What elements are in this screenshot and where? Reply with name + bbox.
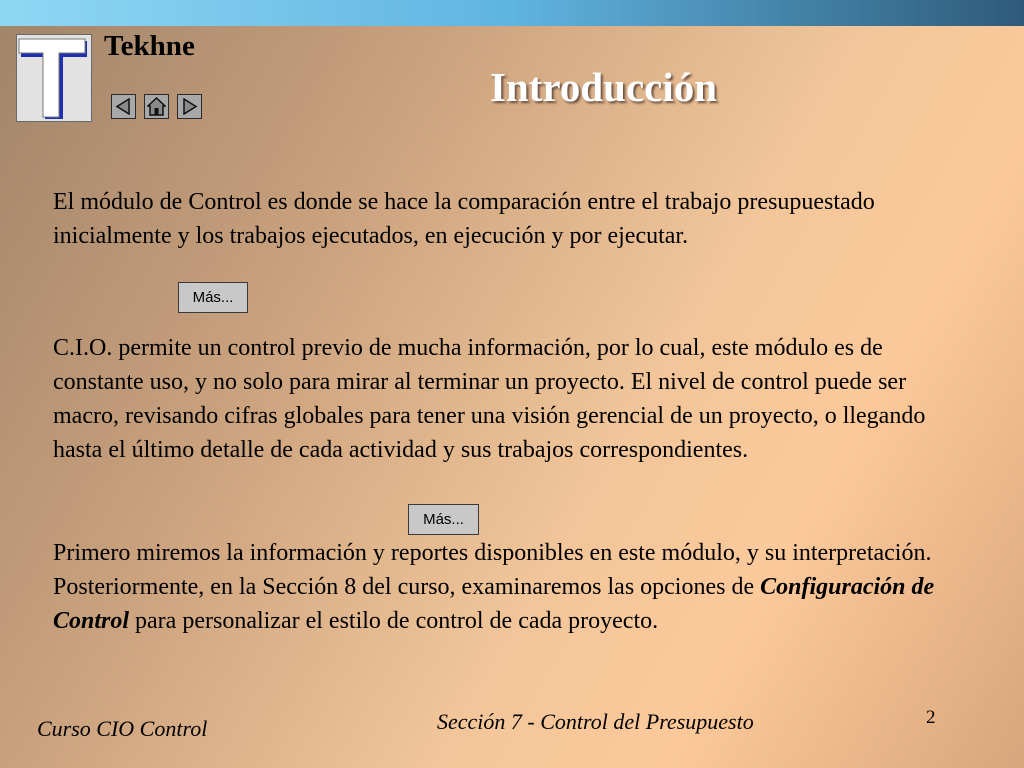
footer-section: Sección 7 - Control del Presupuesto [437,709,754,734]
home-icon [147,97,166,116]
brand-name: Tekhne [104,30,195,62]
configuracion-control-emphasis: Configuración de Control [53,574,935,634]
more-button-1[interactable]: Más... [178,282,248,313]
paragraph-text-before: Primero miremos la información y reportes disponibles en este módulo, y su interpretación. Posteriormente, en la Sección 8 del curso, examinaremos las opciones de [53,540,932,600]
previous-button[interactable] [111,94,136,119]
triangle-left-icon [115,98,132,115]
page-number: 2 [926,707,936,728]
triangle-right-icon [181,98,198,115]
paragraph-next-steps [53,536,963,638]
paragraph-cio: C.I.O. permite un control previo de mucha información, por lo cual, este módulo es de constante uso, y no solo para mirar al terminar un proyecto. El nivel de control puede ser macro, revisando cifras globales para tener una visión gerencial de un proyecto, o llegando hasta el último detalle de cada actividad y sus trabajos correspondientes. [53,335,926,463]
tekhne-logo [16,34,92,122]
paragraph-intro: El módulo de Control es donde se hace la comparación entre el trabajo presupuestado inicialmente y los trabajos ejecutados, en ejecución y por ejecutar. [53,189,875,249]
slide-navigation [111,94,202,119]
more-button-2[interactable]: Más... [408,504,479,535]
footer-course: Curso CIO Control [37,716,208,741]
home-button[interactable] [144,94,169,119]
next-button[interactable] [177,94,202,119]
paragraph-text-after: para personalizar el estilo de control de cada proyecto. [129,608,659,634]
top-gradient-bar [0,0,1024,26]
slide-title: Introducción [490,64,718,110]
